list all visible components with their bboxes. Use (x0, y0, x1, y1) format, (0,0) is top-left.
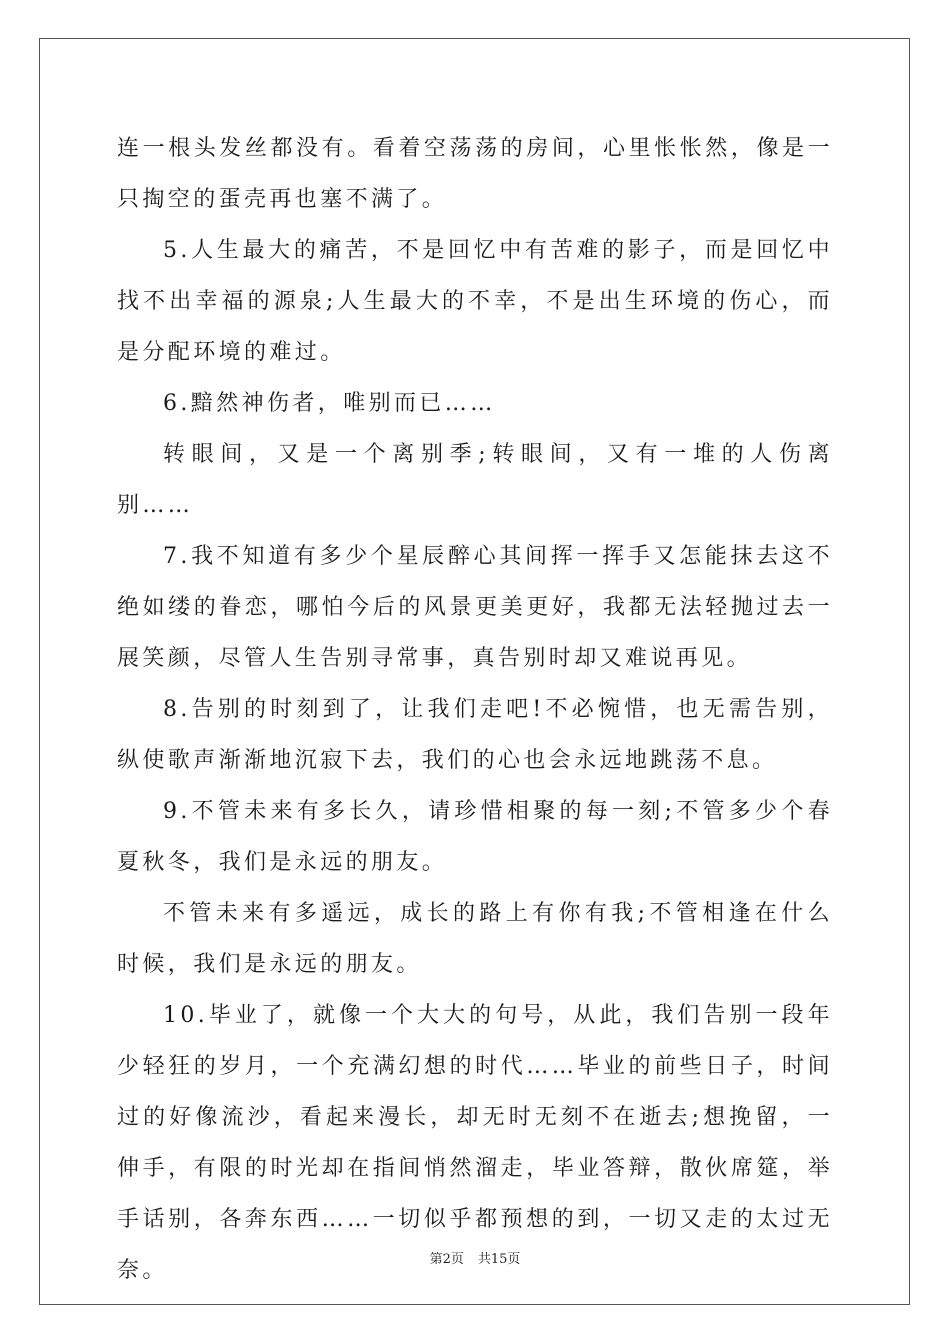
page-total: 共15页 (477, 1252, 521, 1267)
page-footer (0, 1248, 950, 1267)
paragraph-item-7: 7.我不知道有多少个星辰醉心其间挥一挥手又怎能抹去这不绝如缕的眷恋，哪怕今后的风景更美更好，我都无法轻抛过去一展笑颜，尽管人生告别寻常事，真告别时却又难说再见。 (117, 544, 833, 671)
page-number: 第2页 (429, 1252, 464, 1267)
paragraph-item-9-continued: 不管未来有多遥远，成长的路上有你有我;不管相逢在什么时候，我们是永远的朋友。 (117, 901, 833, 977)
document-body (117, 123, 833, 1296)
paragraph-continued: 连一根头发丝都没有。看着空荡荡的房间，心里怅怅然，像是一只掏空的蛋壳再也塞不满了。 (117, 136, 833, 212)
paragraph-item-5: 5.人生最大的痛苦，不是回忆中有苦难的影子，而是回忆中找不出幸福的源泉;人生最大的不幸，不是出生环境的伤心，而是分配环境的难过。 (117, 238, 833, 365)
paragraph-item-9: 9.不管未来有多长久，请珍惜相聚的每一刻;不管多少个春夏秋冬，我们是永远的朋友。 (117, 799, 833, 875)
paragraph-item-6-continued: 转眼间，又是一个离别季;转眼间，又有一堆的人伤离别…… (117, 442, 833, 518)
paragraph-item-10: 10.毕业了，就像一个大大的句号，从此，我们告别一段年少轻狂的岁月，一个充满幻想的时代……毕业的前些日子，时间过的好像流沙，看起来漫长，却无时无刻不在逝去;想挽留，一伸手，有限的时光却在指间悄然溜走，毕业答辩，散伙席筵，举手话别，各奔东西……一切似乎都预想的到，一切又走的太过无奈。 (117, 1003, 833, 1283)
paragraph-item-6: 6.黯然神伤者，唯别而已…… (163, 391, 496, 416)
paragraph-item-8: 8.告别的时刻到了，让我们走吧!不必惋惜，也无需告别，纵使歌声渐渐地沉寂下去，我们的心也会永远地跳荡不息。 (117, 697, 833, 773)
